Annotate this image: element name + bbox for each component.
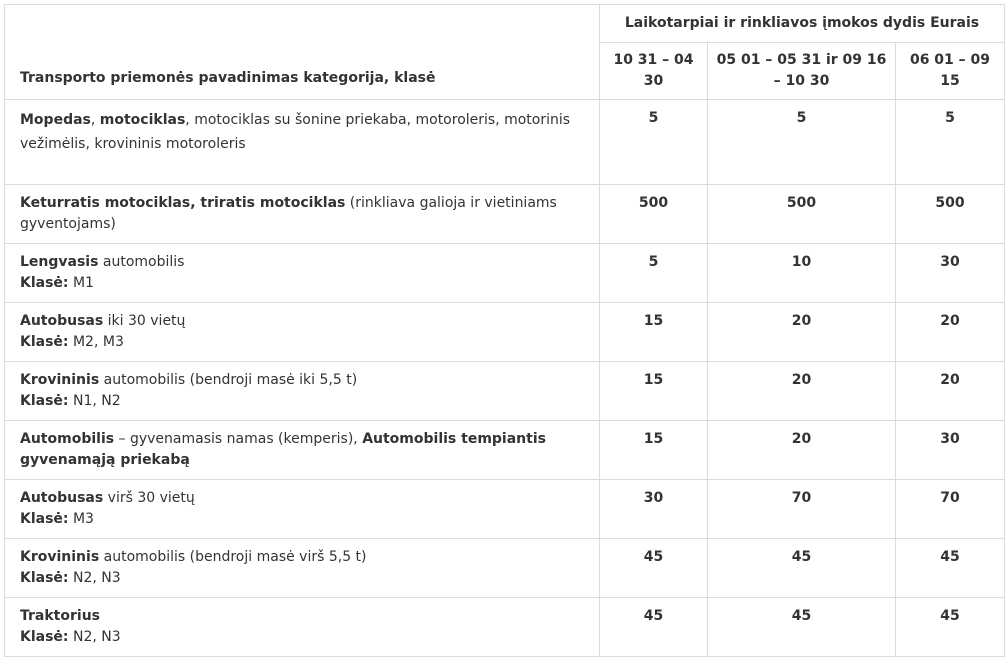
period-group-header: Laikotarpiai ir rinkliavos įmokos dydis Eurais: [600, 5, 1005, 43]
fee-value: 500: [896, 185, 1005, 244]
fee-value: 20: [708, 362, 896, 421]
fee-table: [4, 4, 1005, 657]
fee-value: 30: [896, 244, 1005, 303]
table-row: [5, 539, 1005, 598]
vehicle-cell: Keturratis motociklas, triratis motociklas (rinkliava galioja ir vietiniams gyventojams): [5, 185, 600, 244]
fee-value: 30: [600, 480, 708, 539]
fee-value: 15: [600, 303, 708, 362]
table-row: [5, 480, 1005, 539]
fee-value: 70: [896, 480, 1005, 539]
fee-value: 45: [896, 598, 1005, 657]
fee-value: 45: [600, 598, 708, 657]
vehicle-cell: Autobusas virš 30 vietų Klasė: M3: [5, 480, 600, 539]
table-row: [5, 362, 1005, 421]
fee-value: 5: [896, 100, 1005, 185]
fee-value: 45: [896, 539, 1005, 598]
fee-value: 500: [600, 185, 708, 244]
fee-value: 5: [600, 100, 708, 185]
vehicle-cell: Lengvasis automobilis Klasė: M1: [5, 244, 600, 303]
fee-value: 70: [708, 480, 896, 539]
table-row: [5, 100, 1005, 185]
fee-value: 10: [708, 244, 896, 303]
vehicle-cell: Autobusas iki 30 vietų Klasė: M2, M3: [5, 303, 600, 362]
table-row: [5, 303, 1005, 362]
vehicle-cell: Automobilis – gyvenamasis namas (kemperis), Automobilis tempiantis gyvenamąją priekabą: [5, 421, 600, 480]
fee-value: 45: [708, 539, 896, 598]
fee-value: 30: [896, 421, 1005, 480]
fee-value: 20: [708, 421, 896, 480]
fee-value: 45: [708, 598, 896, 657]
fee-value: 500: [708, 185, 896, 244]
fee-value: 20: [896, 362, 1005, 421]
fee-value: 5: [600, 244, 708, 303]
period-header: 10 31 – 04 30: [600, 43, 708, 100]
vehicle-cell: Krovininis automobilis (bendroji masė virš 5,5 t) Klasė: N2, N3: [5, 539, 600, 598]
fee-value: 20: [896, 303, 1005, 362]
table-row: [5, 244, 1005, 303]
fee-value: 5: [708, 100, 896, 185]
vehicle-cell: Traktorius Klasė: N2, N3: [5, 598, 600, 657]
period-header: 05 01 – 05 31 ir 09 16 – 10 30: [708, 43, 896, 100]
fee-value: 45: [600, 539, 708, 598]
table-row: [5, 598, 1005, 657]
vehicle-column-header: Transporto priemonės pavadinimas kategorija, klasė: [5, 5, 600, 100]
fee-value: 20: [708, 303, 896, 362]
table-row: [5, 421, 1005, 480]
fee-value: 15: [600, 421, 708, 480]
vehicle-cell: Mopedas, motociklas, motociklas su šonine priekaba, motoroleris, motorinis vežimėlis, krovininis motoroleris: [5, 100, 600, 185]
table-row: [5, 185, 1005, 244]
fee-value: 15: [600, 362, 708, 421]
period-header: 06 01 – 09 15: [896, 43, 1005, 100]
vehicle-cell: Krovininis automobilis (bendroji masė iki 5,5 t) Klasė: N1, N2: [5, 362, 600, 421]
